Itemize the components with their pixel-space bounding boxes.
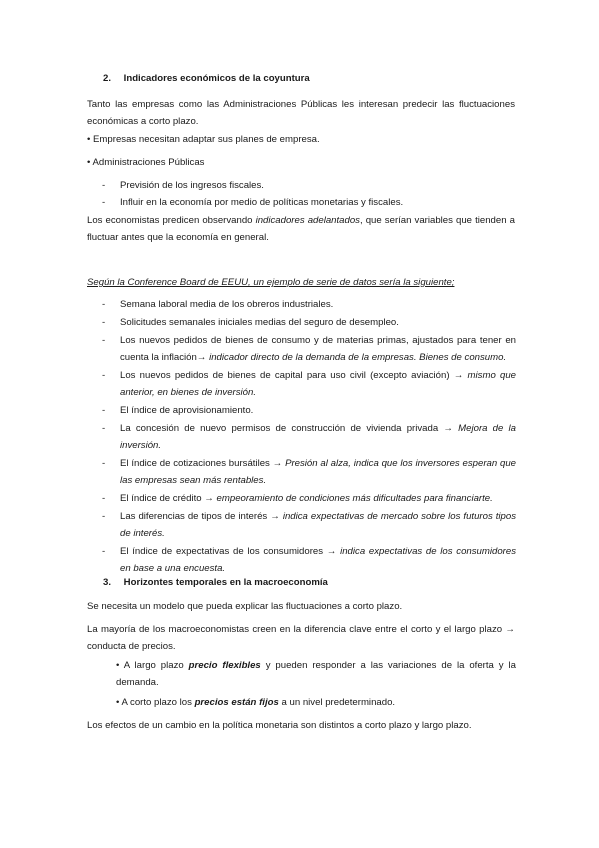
indicator-list [102,296,516,577]
list-item: - Solicitudes semanales iniciales medias del seguro de desempleo. [102,317,399,328]
section-2-heading [87,70,515,87]
conference-board-line: Según la Conference Board de EEUU, un ejemplo de serie de datos sería la siguiente; [87,277,455,288]
bullet-empresas: • Empresas necesitan adaptar sus planes de empresa. [87,134,320,145]
prices-paragraph: La mayoría de los macroeconomistas creen en la diferencia clave entre el corto y el largo plazo → conducta de precios. [87,624,515,652]
list-item: - Influir en la economía por medio de políticas monetarias y fiscales. [102,197,404,208]
economists-paragraph: Los economistas predicen observando indicadores adelantados, que serían variables que tienden a fluctuar antes que la economía en general. [87,215,515,243]
long-run-bullet: • A largo plazo precio flexibles y pueden responder a las variaciones de la oferta y la demanda. [116,660,516,688]
list-item: - El índice de expectativas de los consumidores → indica expectativas de los consumidores en base a una encuesta. [102,546,516,574]
list-item: - La concesión de nuevo permisos de construcción de vivienda privada → Mejora de la inversión. [102,423,516,451]
list-item: - El índice de cotizaciones bursátiles → Presión al alza, indica que los inversores esperan que las empresas sean más rentables. [102,458,516,486]
list-item: - Previsión de los ingresos fiscales. [102,180,264,191]
intro-paragraph: Tanto las empresas como las Administraciones Públicas les interesan predecir las fluctuaciones económicas a corto plazo. [87,99,515,127]
admin-dash-list [102,177,516,211]
monetary-policy-paragraph: Los efectos de un cambio en la política monetaria son distintos a corto plazo y largo plazo. [87,720,472,731]
list-item: - Las diferencias de tipos de interés → indica expectativas de mercado sobre los futuros tipos de interés. [102,511,516,539]
list-item: - Los nuevos pedidos de bienes de capital para uso civil (excepto aviación) → mismo que anterior, en bienes de inversión. [102,370,516,398]
section-title: Indicadores económicos de la coyuntura [123,73,310,84]
section-3-heading [87,574,515,591]
list-item: - El índice de aprovisionamiento. [102,405,254,416]
list-item: - El índice de crédito → empeoramiento de condiciones más dificultades para financiarte. [102,493,493,504]
list-item: - Semana laboral media de los obreros industriales. [102,299,334,310]
section-number: 2. [103,73,112,84]
list-item: - Los nuevos pedidos de bienes de consumo y de materias primas, ajustados para tener en cuenta la inflación→ indicador directo de la demanda de la empresas. Bienes de consumo. [102,335,516,363]
model-paragraph: Se necesita un modelo que pueda explicar las fluctuaciones a corto plazo. [87,601,403,612]
section-title: Horizontes temporales en la macroeconomía [123,577,328,588]
section-number: 3. [103,577,112,588]
short-run-bullet: • A corto plazo los precios están fijos a un nivel predeterminado. [116,697,396,708]
bullet-administraciones: • Administraciones Públicas [87,157,205,168]
